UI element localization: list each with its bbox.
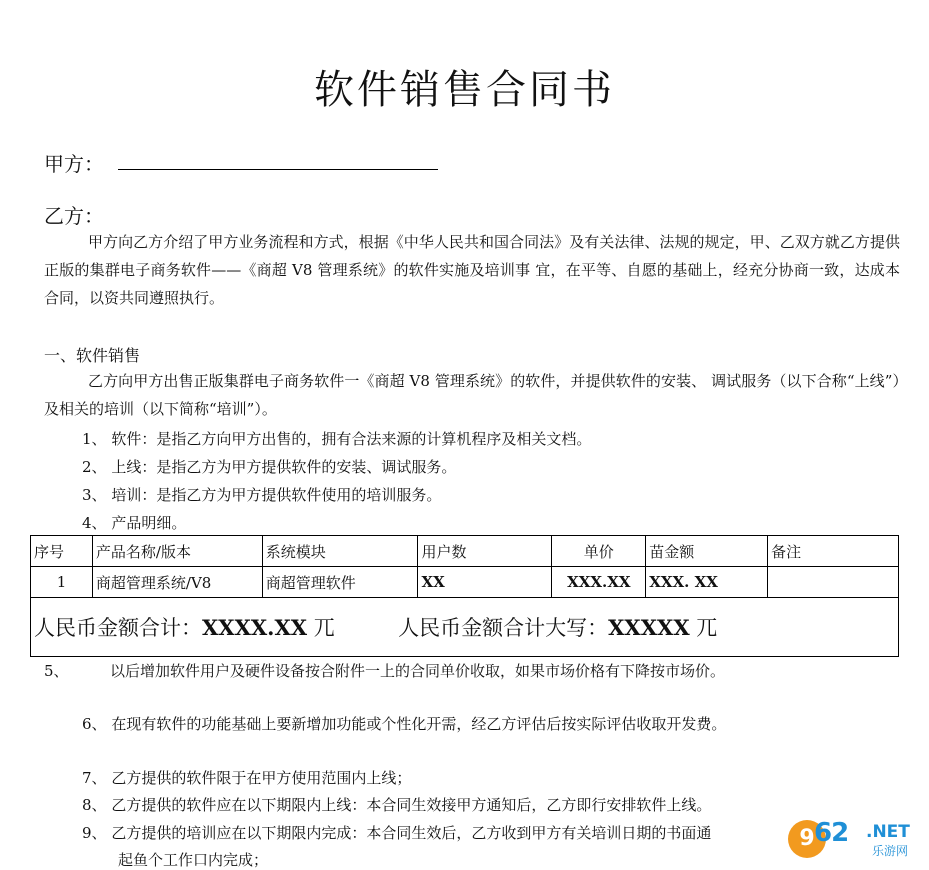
list-item-number: 4、 xyxy=(82,514,107,532)
site-watermark-logo xyxy=(788,818,922,860)
table-cell: 商超管理软件 xyxy=(262,567,418,598)
clause xyxy=(82,713,726,734)
clause xyxy=(82,794,711,815)
table-cell: XX xyxy=(418,567,552,598)
section1-heading: 一、软件销售 xyxy=(44,346,141,365)
list-item xyxy=(82,456,456,477)
table-header-cell: 单价 xyxy=(552,536,646,567)
clause-text: 乙方提供的培训应在以下期限内完成：本合同生效后，乙方收到甲方有关培训日期的书面通 xyxy=(111,824,712,842)
table-cell: XXX.XX xyxy=(552,567,646,598)
party-a-blank-line xyxy=(118,169,438,170)
clause-number: 6、 xyxy=(82,715,107,733)
table-cell: XXX. XX xyxy=(646,567,768,598)
list-item-number: 3、 xyxy=(82,486,107,504)
clause-text: 乙方提供的软件应在以下期限内上线：本合同生效接甲方通知后，乙方即行安排软件上线。 xyxy=(111,796,712,814)
list-item-number: 1、 xyxy=(82,430,107,448)
table-header-cell: 备注 xyxy=(768,536,899,567)
list-item xyxy=(82,484,441,505)
clause-number: 7、 xyxy=(82,769,107,787)
clause xyxy=(82,767,411,788)
clause xyxy=(82,822,711,843)
total-value: XXXX.XX xyxy=(202,615,308,640)
party-b-label: 乙方： xyxy=(44,204,104,228)
total-unit: 兀 xyxy=(313,616,335,640)
list-item xyxy=(82,512,186,533)
total-upper-unit: 兀 xyxy=(696,616,718,640)
intro-paragraph: 甲方向乙方介绍了甲方业务流程和方式，根据《中华人民共和国合同法》及有关法律、法规的规定，甲、乙双方就乙方提供正版的集群电子商务软件——《商超 V8 管理系统》的软件实施及培训事 宜，在平等、自愿的基础上，经充分协商一致，达成本合同，以资共同遵照执行。 xyxy=(44,233,900,307)
table-total-cell xyxy=(31,598,899,657)
table-header-cell: 产品名称/版本 xyxy=(92,536,262,567)
table-cell: 1 xyxy=(31,567,93,598)
table-header-cell: 序号 xyxy=(31,536,93,567)
watermark-number: 62 xyxy=(814,818,849,848)
document-title: 软件销售合同书 xyxy=(314,67,615,113)
party-a-label: 甲方： xyxy=(44,152,104,176)
total-upper-label: 人民币金额合计大写： xyxy=(398,616,609,640)
table-cell: 商超管理系统/V8 xyxy=(92,567,262,598)
watermark-site-name: 乐游网 xyxy=(872,844,909,858)
clause-number: 8、 xyxy=(82,796,107,814)
list-item-text: 软件：是指乙方向甲方出售的，拥有合法来源的计算机程序及相关文档。 xyxy=(111,430,592,448)
clause-text: 乙方提供的软件限于在甲方使用范围内上线； xyxy=(111,769,412,787)
total-upper-value: XXXXX xyxy=(608,615,690,640)
list-item-text: 产品明细。 xyxy=(111,514,187,532)
total-label: 人民币金额合计： xyxy=(34,616,202,640)
table-header-cell: 系统模块 xyxy=(262,536,418,567)
clause-text: 以后增加软件用户及硬件设备按合附件一上的合同单价收取，如果市场价格有下降按市场价。 xyxy=(110,662,726,680)
table-total-row xyxy=(31,598,899,657)
list-item-text: 上线：是指乙方为甲方提供软件的安装、调试服务。 xyxy=(111,458,457,476)
clause-number: 9、 xyxy=(82,824,107,842)
table-row xyxy=(31,567,899,598)
list-item-number: 2、 xyxy=(82,458,107,476)
list-item-text: 培训：是指乙方为甲方提供软件使用的培训服务。 xyxy=(111,486,442,504)
table-cell xyxy=(768,567,899,598)
table-header-cell: 用户数 xyxy=(418,536,552,567)
table-header-cell: 苗金额 xyxy=(646,536,768,567)
clause-text: 在现有软件的功能基础上要新增加功能或个性化开需，经乙方评估后按实际评估收取开发费。 xyxy=(111,715,727,733)
clause-continuation: 起鱼个工作口内完成； xyxy=(118,851,269,869)
section1-paragraph: 乙方向甲方出售正版集群电子商务软件一《商超 V8 管理系统》的软件，并提供软件的安装、 调试服务（以下合称“上线”）及相关的培训（以下简称“培训”）。 xyxy=(44,372,900,418)
clause-number: 5、 xyxy=(44,662,69,680)
product-table xyxy=(30,535,899,657)
list-item xyxy=(82,428,591,449)
table-header-row xyxy=(31,536,899,567)
watermark-net: .NET xyxy=(866,822,910,842)
watermark-circle: 9 xyxy=(788,820,826,858)
